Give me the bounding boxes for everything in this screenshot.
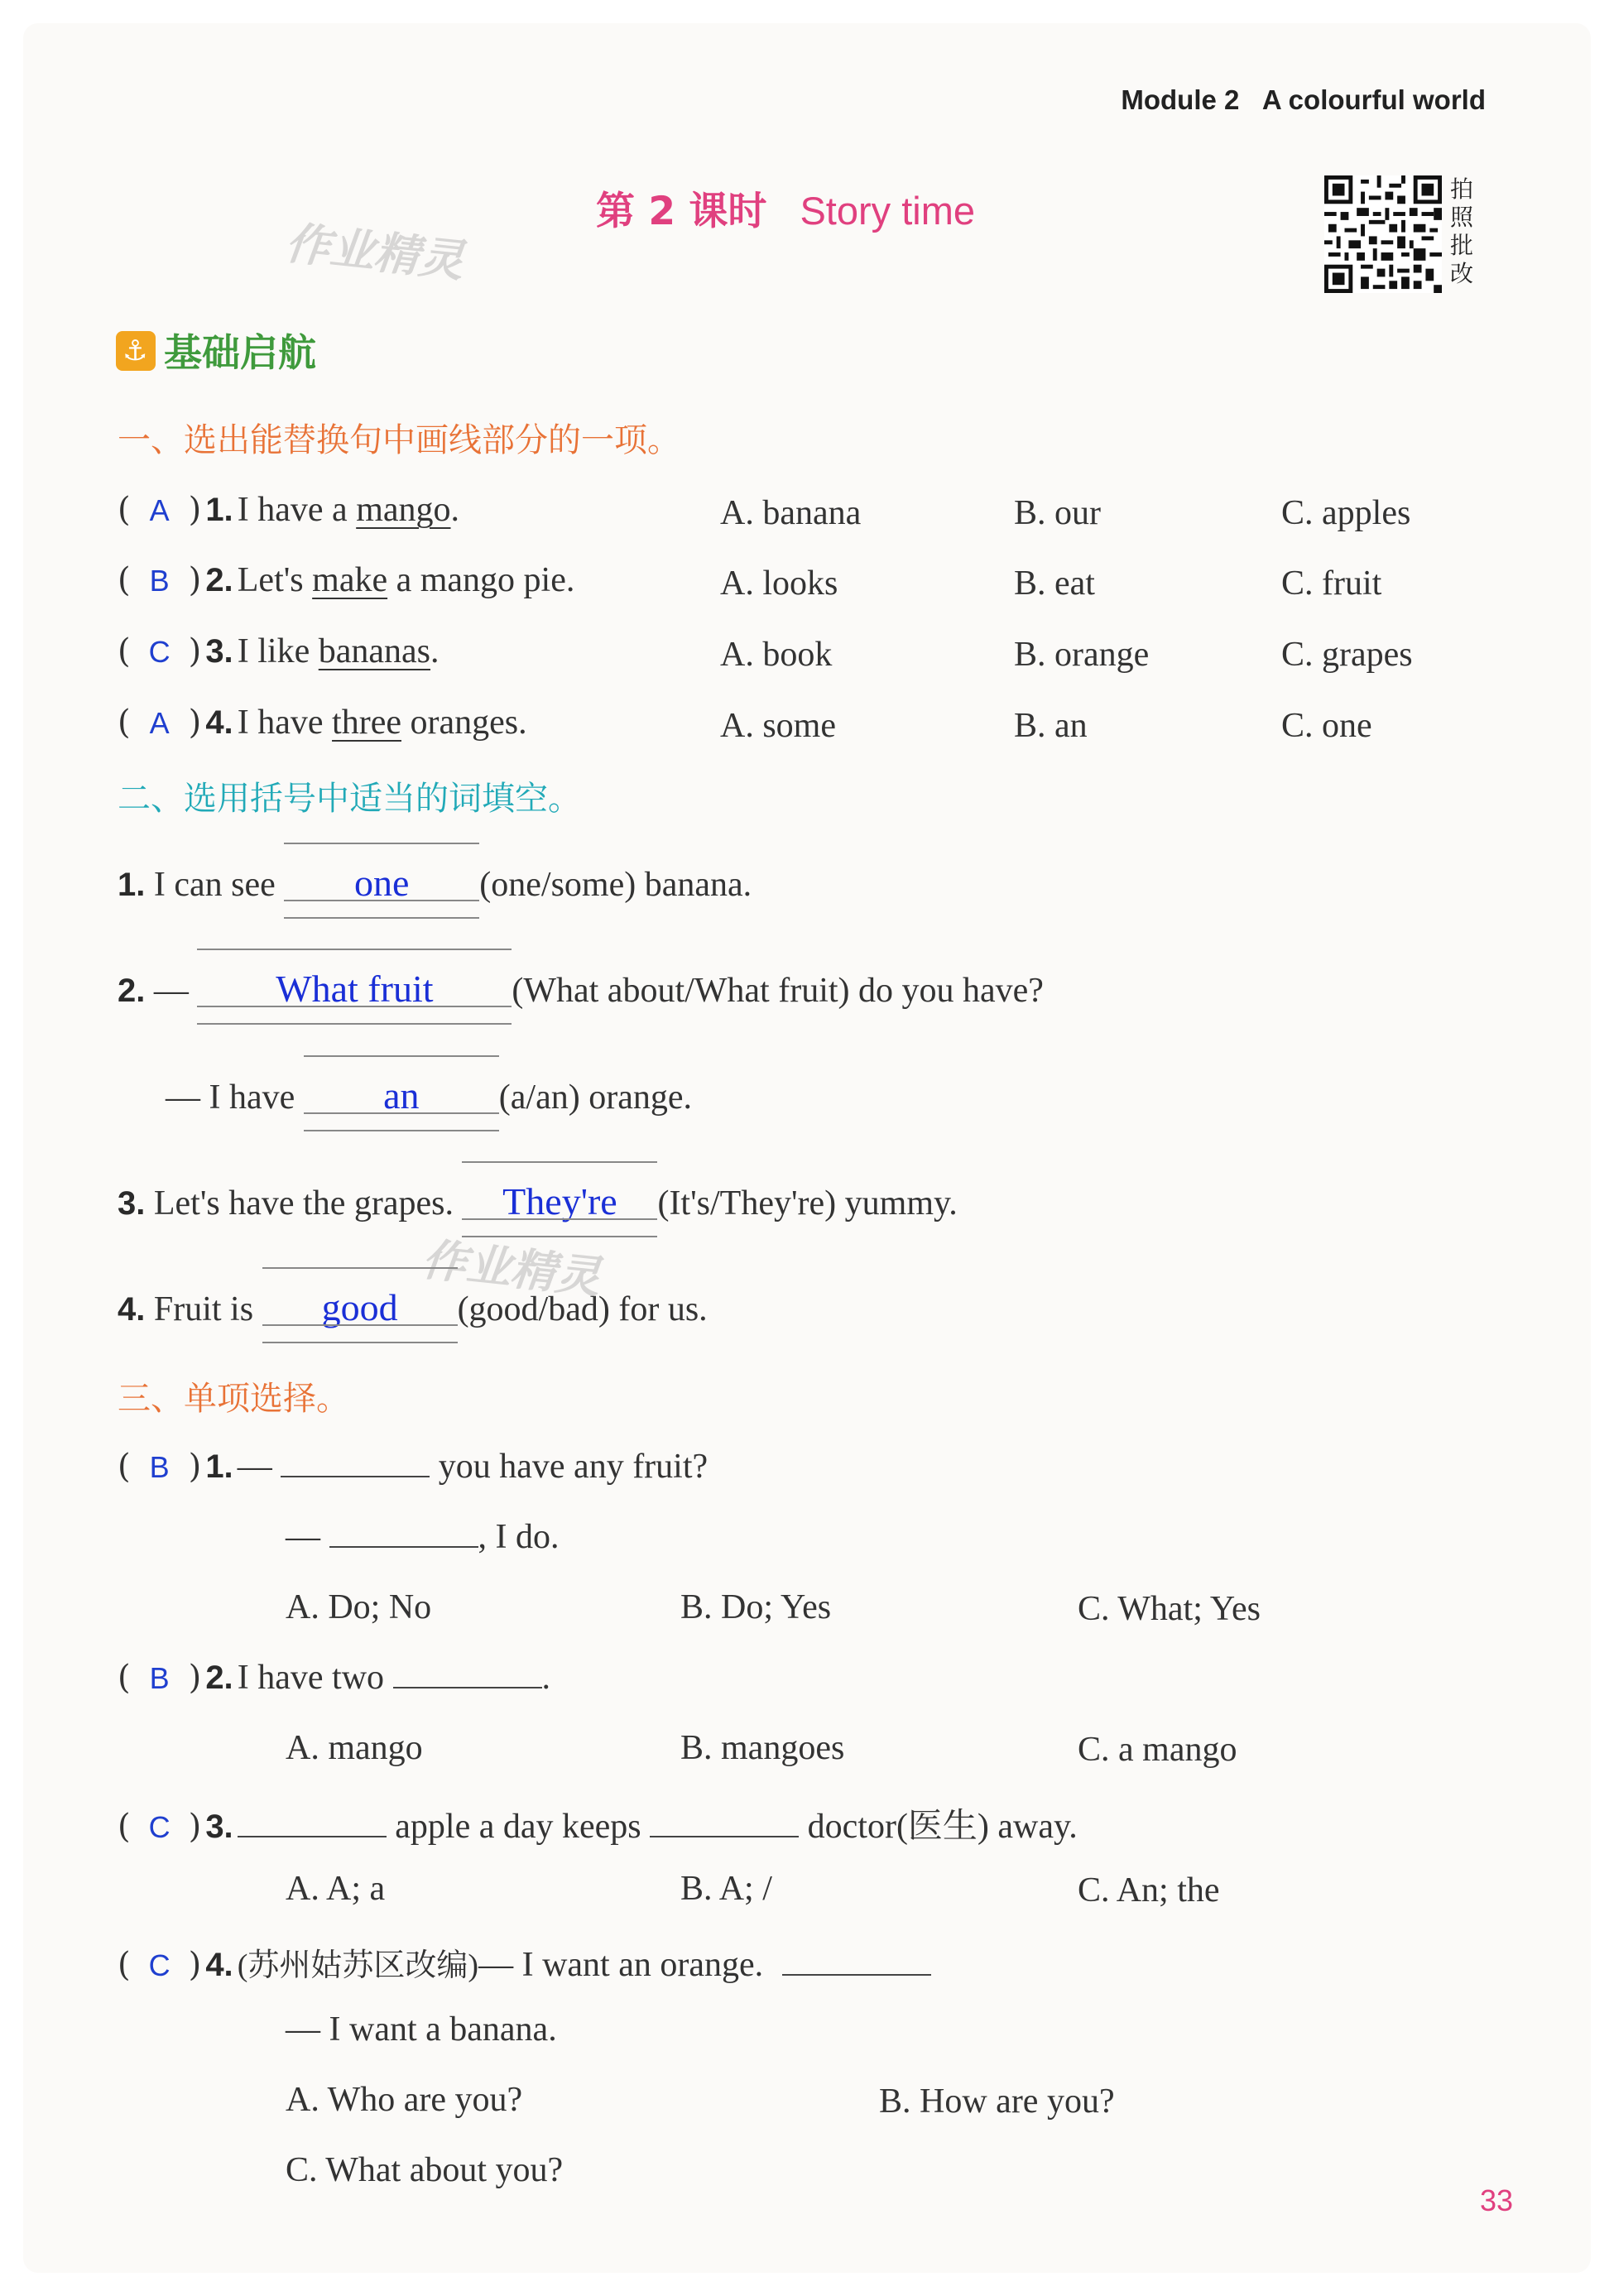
option-b: B. Do; Yes <box>680 1588 832 1626</box>
part1-item: ( B ) 2. Let's make a mango pie. <box>118 561 575 599</box>
page-number: 33 <box>1479 2183 1513 2217</box>
qr-code-icon[interactable] <box>1324 175 1442 293</box>
part2-item: 3. Let's have the grapes. They're (It's/They're) yummy. <box>118 1179 958 1223</box>
section-basic-heading <box>116 323 316 377</box>
qr-caption: 拍照批改 <box>1450 175 1474 287</box>
option-a: A. looks <box>720 564 838 603</box>
option-b: B. eat <box>1014 564 1095 603</box>
option-c: C. What about you? <box>286 2151 564 2189</box>
option-b: B. an <box>1014 707 1088 745</box>
answer-mark: B <box>149 1450 170 1484</box>
underlined-word: three <box>332 704 401 742</box>
answer-blank[interactable] <box>238 1828 387 1837</box>
part1-item: ( C ) 3. I like bananas. <box>118 632 440 670</box>
fill-answer: What fruit <box>276 968 434 1010</box>
answer-mark: A <box>149 706 170 740</box>
part2-item: 1. I can see one (one/some) banana. <box>118 861 752 905</box>
option-c: C. An; the <box>1078 1871 1220 1909</box>
fill-answer: one <box>354 862 410 904</box>
part2-item: 4. Fruit is good (good/bad) for us. <box>118 1285 708 1329</box>
answer-blank[interactable] <box>650 1828 799 1837</box>
module-header <box>1121 84 1486 116</box>
lesson-name: Story time <box>800 189 975 233</box>
part3-question-4: ( C ) 4. (苏州姑苏区改编)— I want an orange. <box>118 1939 931 1985</box>
option-c: C. What; Yes <box>1078 1590 1261 1628</box>
part2-heading: 二、选用括号中适当的词填空。 <box>118 780 581 818</box>
option-c: C. apples <box>1281 494 1411 532</box>
module-title: A colourful world <box>1261 84 1486 115</box>
underlined-word: mango <box>356 491 451 529</box>
fill-blank[interactable] <box>462 1179 657 1223</box>
fill-answer: They're <box>502 1180 617 1222</box>
option-c: C. fruit <box>1281 564 1382 603</box>
answer-blank[interactable] <box>281 1467 430 1477</box>
option-a: A. Do; No <box>286 1588 432 1626</box>
option-b: B. our <box>1014 494 1101 532</box>
option-a: A. some <box>720 707 836 745</box>
watermark-logo: 作业精灵 <box>419 1232 603 1304</box>
option-a: A. Who are you? <box>286 2081 523 2119</box>
watermark-logo: 作业精灵 <box>282 216 467 288</box>
option-b: B. How are you? <box>879 2082 1115 2121</box>
answer-blank[interactable] <box>782 1966 931 1976</box>
answer-mark: B <box>149 564 170 598</box>
part3-question-3: ( C ) 3. apple a day keeps doctor(医生) away. <box>118 1808 1078 1846</box>
fill-blank[interactable] <box>284 861 479 905</box>
option-a: A. A; a <box>286 1870 386 1908</box>
lesson-label: 第 2 课时 <box>596 189 767 234</box>
part3-question-4-reply: — I want a banana. <box>286 2010 557 2049</box>
anchor-icon: ⚓ <box>116 331 156 371</box>
part2-item: — I have an (a/an) orange. <box>166 1074 692 1117</box>
option-b: B. A; / <box>680 1870 772 1908</box>
module-number: Module 2 <box>1121 84 1240 115</box>
part1-item: ( A ) 4. I have three oranges. <box>118 704 527 742</box>
option-b: B. orange <box>1014 636 1150 674</box>
option-c: C. grapes <box>1281 636 1413 674</box>
fill-blank[interactable] <box>197 967 512 1011</box>
answer-mark: C <box>148 1810 171 1844</box>
question-source: (苏州姑苏区改编) <box>237 1948 479 1983</box>
underlined-word: make <box>312 561 388 599</box>
answer-blank[interactable] <box>329 1538 478 1548</box>
part1-heading: 一、选出能替换句中画线部分的一项。 <box>118 421 680 459</box>
fill-blank[interactable] <box>262 1285 458 1329</box>
answer-blank[interactable] <box>393 1679 542 1688</box>
part3-heading: 三、单项选择。 <box>118 1380 349 1418</box>
option-a: A. banana <box>720 494 862 532</box>
option-b: B. mangoes <box>680 1729 845 1767</box>
option-a: A. book <box>720 636 833 674</box>
part1-item: ( A ) 1. I have a mango. <box>118 491 459 529</box>
lesson-title <box>596 180 975 236</box>
answer-mark: C <box>148 635 171 669</box>
option-c: C. a mango <box>1078 1731 1237 1769</box>
fill-answer: an <box>383 1074 420 1117</box>
option-c: C. one <box>1281 707 1372 745</box>
part2-item: 2. — What fruit (What about/What fruit) do you have? <box>118 967 1044 1011</box>
answer-mark: A <box>149 493 170 527</box>
answer-mark: B <box>149 1661 170 1695</box>
option-a: A. mango <box>286 1729 423 1767</box>
section-basic-label: 基础启航 <box>164 330 316 375</box>
underlined-word: bananas <box>318 632 431 670</box>
fill-answer: good <box>321 1286 398 1328</box>
answer-mark: C <box>148 1948 171 1982</box>
part3-question-1-reply: — , I do. <box>286 1518 560 1556</box>
fill-blank[interactable] <box>304 1074 499 1117</box>
part3-question-2: ( B ) 2. I have two . <box>118 1659 551 1697</box>
part3-question-1: ( B ) 1. — you have any fruit? <box>118 1448 709 1486</box>
